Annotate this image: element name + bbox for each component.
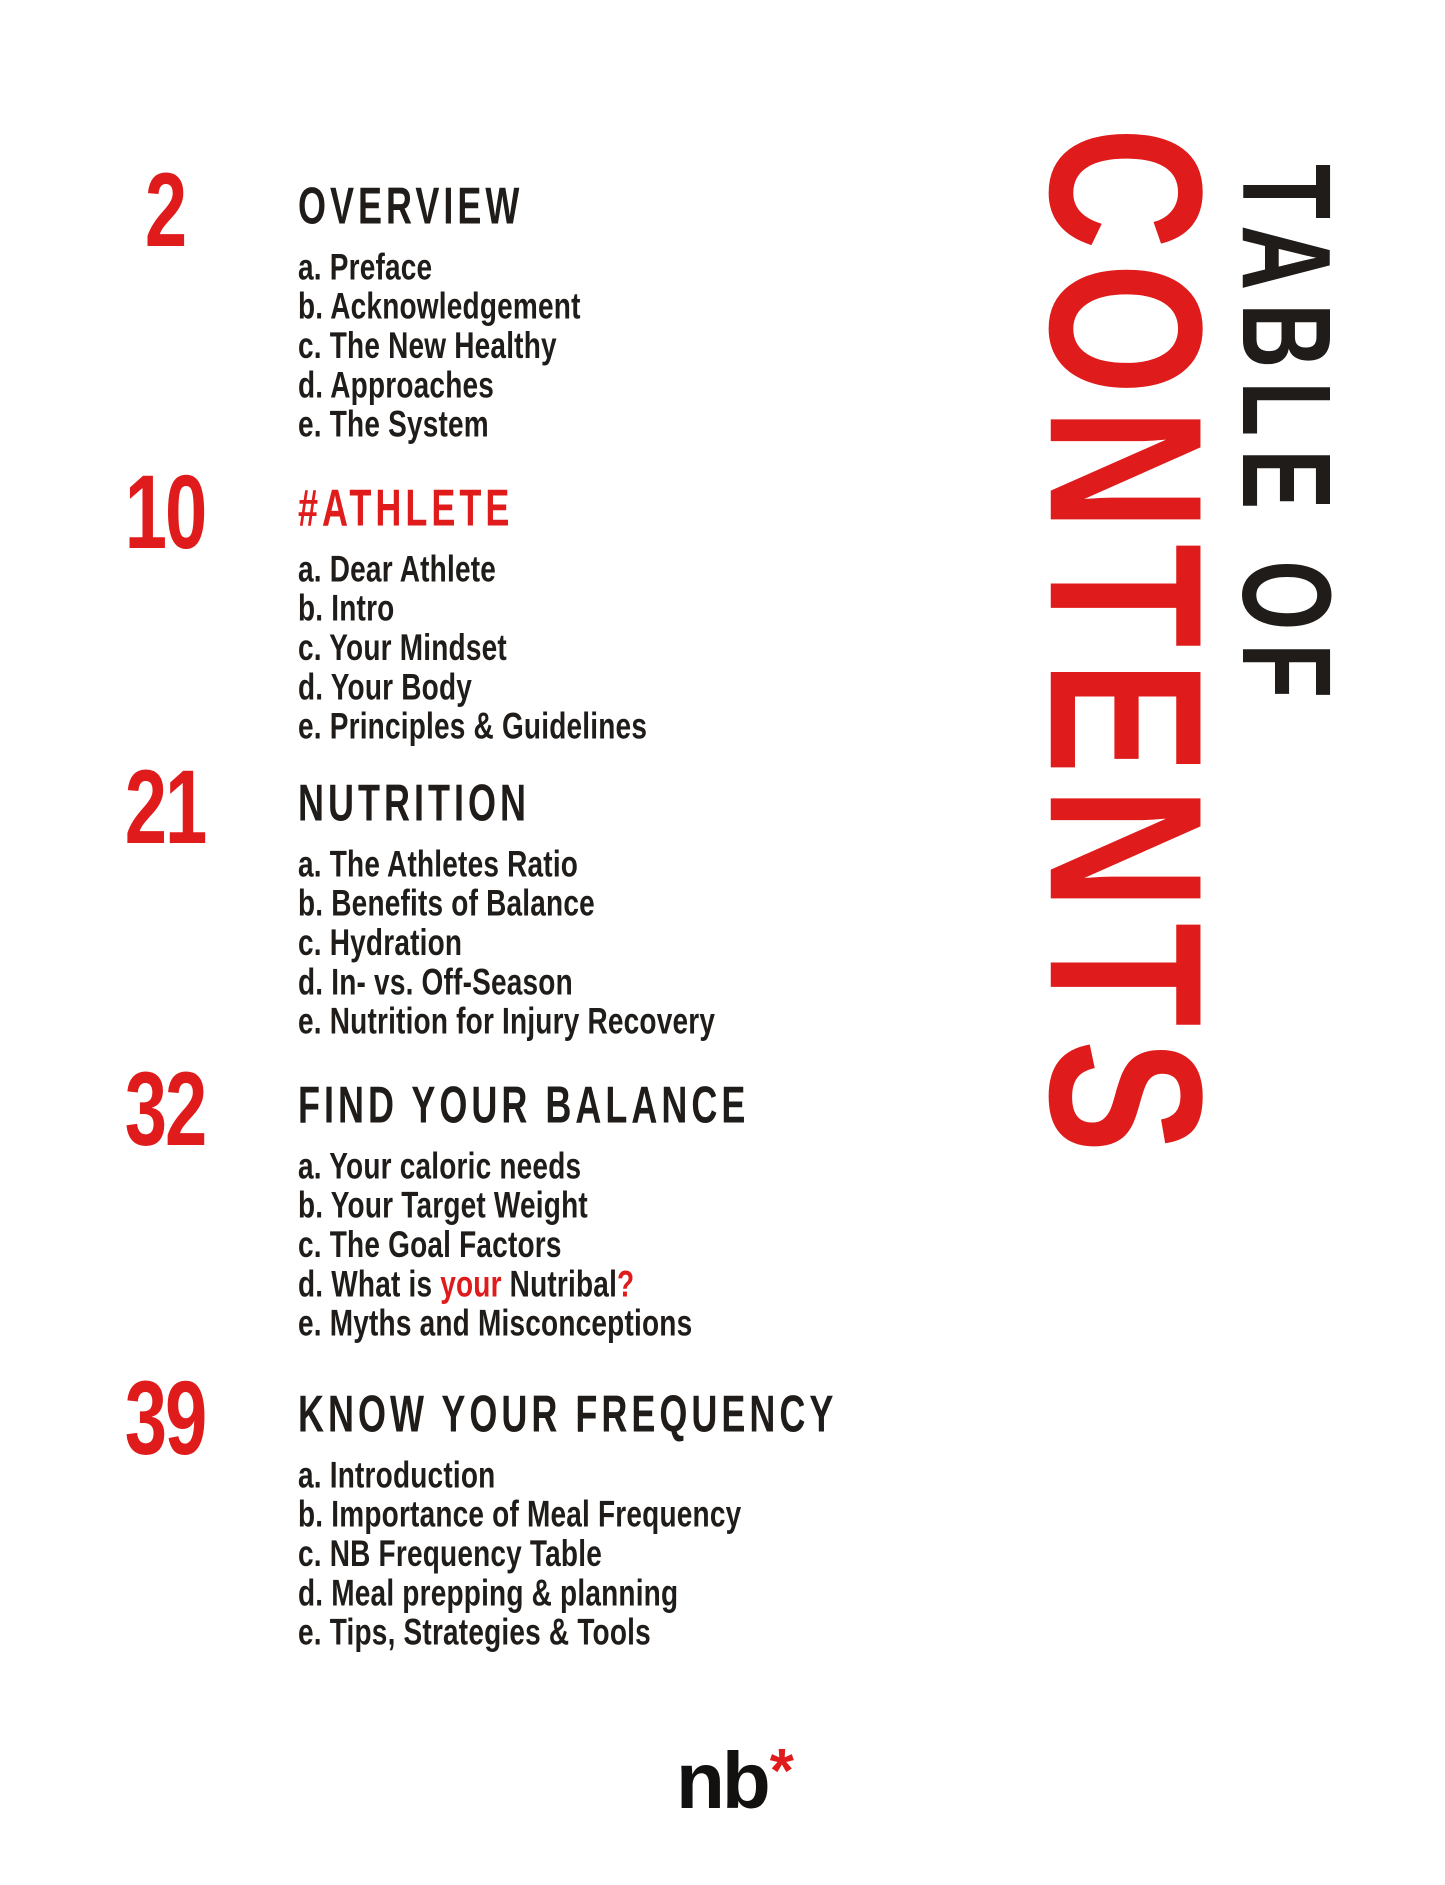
toc-item-text-accent: your	[440, 1263, 502, 1305]
toc-item: c. Hydration	[298, 922, 463, 963]
toc-item: a. Preface	[298, 246, 433, 288]
section-title: #ATHLETE	[298, 477, 514, 538]
nb-wordmark: nb	[676, 1736, 768, 1825]
toc-item: b. Importance of Meal Frequency	[298, 1493, 742, 1535]
page-number: 10	[124, 454, 206, 572]
toc-item: c. The Goal Factors	[298, 1224, 562, 1265]
table-of-vertical-title: TABLE OF	[1215, 164, 1355, 712]
toc-item: a. Dear Athlete	[298, 548, 497, 590]
contents-vertical-title: CONTENTS	[1003, 127, 1247, 1166]
toc-item: d. Meal prepping & planning	[298, 1572, 679, 1614]
page-number: 32	[124, 1051, 206, 1169]
section-title: OVERVIEW	[298, 175, 524, 236]
toc-section-nutrition	[0, 749, 1445, 1042]
toc-item: a. The Athletes Ratio	[298, 843, 579, 885]
section-items	[298, 550, 647, 747]
toc-item: b. Benefits of Balance	[298, 882, 595, 924]
toc-item-text: d. What is	[298, 1263, 441, 1305]
toc-section-find-your-balance	[0, 1051, 1445, 1344]
toc-item: a. Your caloric needs	[298, 1145, 582, 1187]
toc-item: a. Introduction	[298, 1454, 496, 1496]
section-items	[298, 1147, 692, 1344]
toc-item	[298, 1265, 692, 1304]
section-items	[298, 845, 715, 1042]
toc-item: b. Intro	[298, 587, 395, 629]
toc-item-text: Nutribal	[501, 1263, 618, 1305]
section-items	[298, 248, 581, 445]
toc-item: e. The System	[298, 403, 489, 445]
page-number: 2	[144, 152, 186, 270]
toc-section-know-your-frequency	[0, 1360, 1445, 1653]
toc-section-athlete	[0, 454, 1445, 747]
toc-item: e. Nutrition for Injury Recovery	[298, 1000, 716, 1042]
toc-item: b. Acknowledgement	[298, 285, 581, 327]
page-number: 21	[124, 749, 206, 867]
toc-item: b. Your Target Weight	[298, 1184, 588, 1226]
section-title: NUTRITION	[298, 772, 530, 833]
logo-asterisk-icon: *	[769, 1737, 794, 1806]
toc-item: c. Your Mindset	[298, 627, 507, 668]
toc-item: e. Myths and Misconceptions	[298, 1302, 693, 1344]
toc-item: c. NB Frequency Table	[298, 1533, 602, 1574]
page-number: 39	[124, 1360, 206, 1478]
section-title: FIND YOUR BALANCE	[298, 1074, 750, 1135]
toc-item: e. Tips, Strategies & Tools	[298, 1611, 651, 1653]
section-title: KNOW YOUR FREQUENCY	[298, 1383, 838, 1444]
nb-logo	[676, 1736, 794, 1828]
toc-item: d. Your Body	[298, 666, 473, 708]
toc-item: d. Approaches	[298, 364, 495, 406]
toc-item-text-accent: ?	[617, 1263, 635, 1305]
toc-item: c. The New Healthy	[298, 325, 557, 366]
section-items	[298, 1456, 741, 1653]
toc-item: e. Principles & Guidelines	[298, 705, 648, 747]
toc-item: d. In- vs. Off-Season	[298, 961, 573, 1003]
